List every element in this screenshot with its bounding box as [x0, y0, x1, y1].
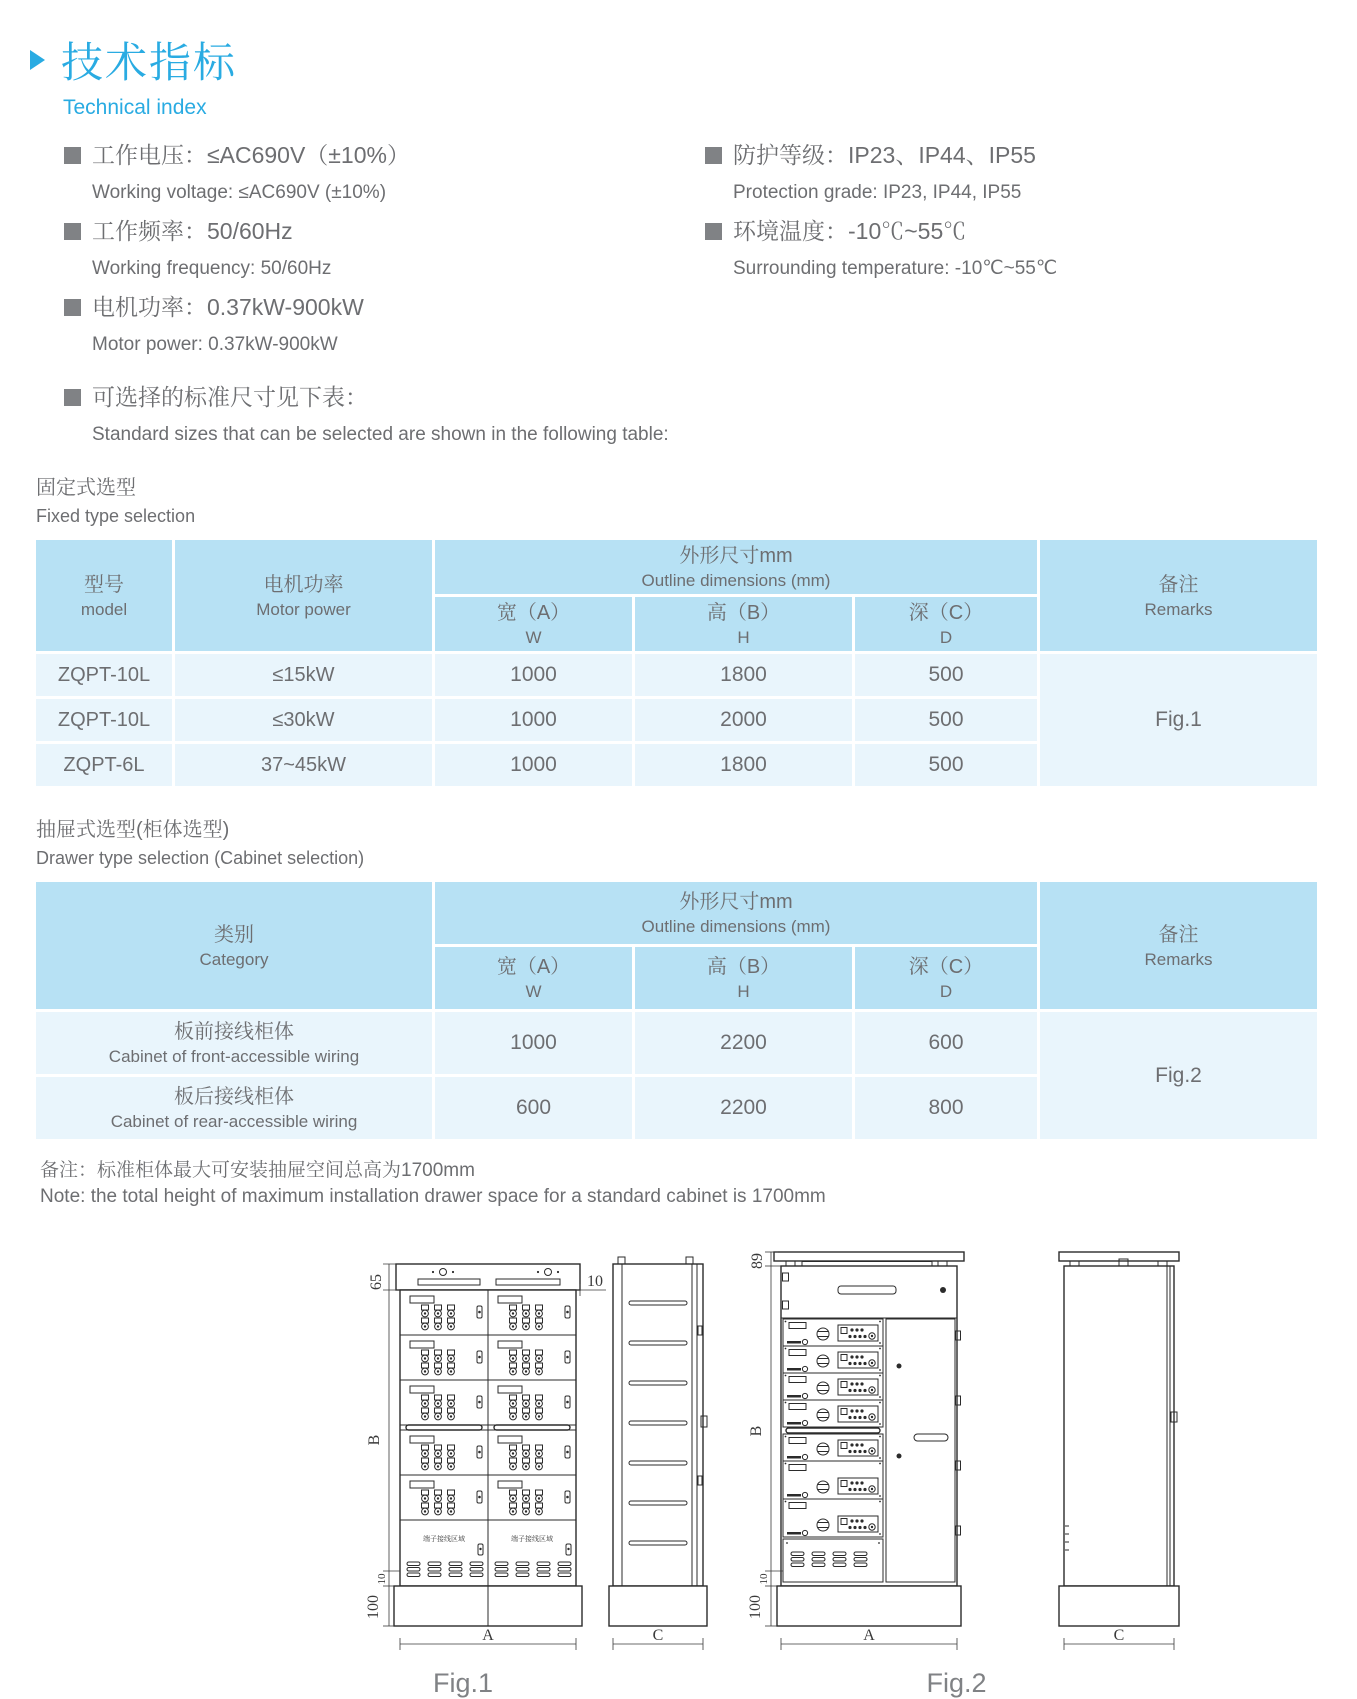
header-zh: 高（B） — [706, 602, 781, 625]
spec-en-text: Motor power: 0.37kW-900kW — [92, 334, 338, 355]
height-cell: 2200 — [635, 1012, 852, 1074]
header-en: model — [80, 599, 128, 619]
depth-cell: 800 — [855, 1077, 1037, 1139]
spec-en-text: Protection grade: IP23, IP44, IP55 — [733, 182, 1022, 203]
terminal-area-label: 端子接线区域 — [511, 1536, 553, 1544]
fig1-caption: Fig.1 — [432, 1668, 494, 1699]
remarks-header-cell — [1040, 540, 1317, 651]
depth-cell: 600 — [855, 1012, 1037, 1074]
spec-zh-text: 可选择的标准尺寸见下表： — [92, 384, 368, 410]
width-cell: 1000 — [435, 744, 632, 786]
header-zh: 深（C） — [908, 602, 984, 625]
header-en: Category — [199, 949, 269, 969]
dim-label-10: 10 — [376, 1573, 388, 1585]
dim-label-100: 100 — [747, 1595, 764, 1620]
header-en: W — [525, 628, 542, 648]
cabinet-base — [1059, 1586, 1179, 1626]
fig2-drawing — [734, 1226, 1179, 1660]
height-header-cell — [635, 947, 852, 1009]
height-cell: 1800 — [635, 654, 852, 696]
category-cell — [36, 1077, 432, 1139]
header-zh: 备注 — [1158, 923, 1199, 946]
dimensions-header-cell — [435, 540, 1037, 594]
fig1-front-view — [394, 1264, 582, 1626]
figure-1 — [348, 1226, 708, 1699]
drawer-table-title-zh: 抽屉式选型(柜体选型) — [36, 819, 230, 842]
spec-column-left — [64, 140, 705, 368]
section-arrow-icon — [30, 50, 45, 70]
cabinet-base — [609, 1586, 707, 1626]
category-en: Cabinet of front-accessible wiring — [108, 1047, 360, 1067]
drawer-type-table — [33, 879, 1320, 1142]
power-cell: ≤15kW — [175, 654, 432, 696]
width-cell: 1000 — [435, 699, 632, 741]
height-header-cell — [635, 597, 852, 651]
header-zh: 宽（A） — [496, 956, 571, 979]
category-cell — [36, 1012, 432, 1074]
width-cell: 1000 — [435, 654, 632, 696]
header-en: Outline dimensions (mm) — [641, 571, 831, 590]
header-en: Remarks — [1144, 599, 1213, 619]
header-zh: 外形尺寸mm — [679, 891, 793, 914]
dim-label-10: 10 — [587, 1273, 603, 1291]
dim-label-B: B — [748, 1425, 765, 1437]
width-header-cell — [435, 947, 632, 1009]
header-en: Outline dimensions (mm) — [641, 917, 831, 937]
page-subtitle: Technical index — [63, 96, 207, 119]
spec-table-intro — [64, 382, 1357, 447]
spec-zh-text: 工作频率：50/60Hz — [92, 218, 293, 244]
table-row — [36, 654, 1317, 696]
height-cell: 1800 — [635, 744, 852, 786]
figure-2 — [734, 1226, 1179, 1699]
dimensions-header-cell — [435, 882, 1037, 944]
drawer-handle-bar — [786, 1428, 880, 1433]
spec-en-text: Working frequency: 50/60Hz — [92, 258, 332, 279]
fig1-side-view — [609, 1257, 707, 1626]
figures-area — [348, 1226, 1357, 1699]
square-bullet-icon — [705, 223, 722, 240]
spec-column-right — [705, 140, 1357, 368]
spec-en-text: Standard sizes that can be selected are shown in the following table: — [92, 424, 669, 445]
width-header-cell — [435, 597, 632, 651]
table-row — [36, 1012, 1317, 1074]
dim-label-89: 89 — [749, 1253, 766, 1270]
spec-zh-text: 电机功率：0.37kW-900kW — [92, 294, 364, 320]
header-en: H — [737, 628, 750, 648]
footnote-zh: 备注：标准柜体最大可安装抽屉空间总高为1700mm — [40, 1160, 475, 1182]
footnote-en: Note: the total height of maximum installation drawer space for a standard cabinet is 1700mm — [40, 1186, 826, 1208]
power-cell: ≤30kW — [175, 699, 432, 741]
dim-label-10: 10 — [758, 1573, 770, 1585]
category-header-cell — [36, 882, 432, 1009]
spec-zh-text: 环境温度：-10℃~55℃ — [733, 218, 967, 244]
dim-label-A: A — [482, 1627, 494, 1645]
header-zh: 型号 — [84, 573, 124, 596]
height-cell: 2200 — [635, 1077, 852, 1139]
drawer-table-title-en: Drawer type selection (Cabinet selection) — [36, 848, 365, 869]
square-bullet-icon — [64, 299, 81, 316]
dim-label-B: B — [366, 1434, 383, 1446]
spec-en-text: Working voltage: ≤AC690V (±10%) — [92, 182, 387, 203]
header-zh: 深（C） — [908, 956, 984, 979]
category-zh: 板后接线柜体 — [174, 1086, 294, 1109]
header-en: D — [939, 982, 953, 1002]
fixed-table-title-en: Fixed type selection — [36, 506, 196, 526]
fixed-type-table — [33, 537, 1320, 789]
spec-motor-power — [64, 292, 705, 357]
fig2-front-view — [774, 1252, 964, 1626]
width-cell: 600 — [435, 1077, 632, 1139]
header-en: W — [525, 982, 542, 1002]
drawer-handle-bar — [406, 1425, 482, 1430]
power-cell: 37~45kW — [175, 744, 432, 786]
model-cell: ZQPT-10L — [36, 654, 172, 696]
spec-en-text: Surrounding temperature: -10℃~55℃ — [733, 258, 1058, 279]
dim-label-C: C — [652, 1627, 664, 1645]
drawer-handle-bar — [494, 1425, 570, 1430]
depth-header-cell — [855, 597, 1037, 651]
width-cell: 1000 — [435, 1012, 632, 1074]
header-en: Remarks — [1144, 949, 1213, 969]
header-zh: 高（B） — [706, 956, 781, 979]
depth-cell: 500 — [855, 654, 1037, 696]
category-zh: 板前接线柜体 — [174, 1021, 294, 1044]
square-bullet-icon — [64, 223, 81, 240]
header-en: H — [737, 982, 750, 1002]
cabinet-top-cap — [774, 1252, 964, 1261]
header-zh: 外形尺寸mm — [679, 545, 793, 567]
header-zh: 宽（A） — [496, 602, 571, 625]
dim-label-65: 65 — [368, 1274, 385, 1291]
fig2-side-view — [1059, 1252, 1179, 1626]
spec-zh-text: 防护等级：IP23、IP44、IP55 — [733, 142, 1036, 168]
header-en: Motor power — [256, 599, 351, 619]
depth-cell: 500 — [855, 699, 1037, 741]
square-bullet-icon — [64, 147, 81, 164]
depth-cell: 500 — [855, 744, 1037, 786]
depth-header-cell — [855, 947, 1037, 1009]
footnote — [40, 1158, 1357, 1210]
dim-label-C: C — [1113, 1627, 1125, 1645]
model-cell: ZQPT-6L — [36, 744, 172, 786]
spec-surrounding-temperature — [705, 216, 1357, 281]
header-zh: 类别 — [214, 923, 254, 946]
terminal-area-label: 端子接线区域 — [423, 1536, 465, 1544]
remarks-cell: Fig.2 — [1040, 1012, 1317, 1139]
header-zh: 备注 — [1158, 573, 1199, 596]
square-bullet-icon — [64, 389, 81, 406]
header-en: D — [939, 628, 953, 648]
model-header-cell — [36, 540, 172, 651]
spec-zh-text: 工作电压：≤AC690V（±10%） — [92, 142, 410, 168]
spec-protection-grade — [705, 140, 1357, 205]
spec-working-voltage — [64, 140, 705, 205]
dim-label-100: 100 — [365, 1595, 382, 1620]
height-cell: 2000 — [635, 699, 852, 741]
fig1-drawing — [348, 1226, 708, 1660]
fixed-table-title-zh: 固定式选型 — [36, 477, 136, 499]
cabinet-base — [777, 1586, 961, 1626]
spec-working-frequency — [64, 216, 705, 281]
power-header-cell — [175, 540, 432, 651]
page-title: 技术指标 — [61, 39, 238, 86]
square-bullet-icon — [705, 147, 722, 164]
remarks-header-cell — [1040, 882, 1317, 1009]
remarks-cell: Fig.1 — [1040, 654, 1317, 786]
fig2-caption: Fig.2 — [926, 1668, 987, 1699]
header — [0, 0, 1357, 120]
spec-list — [64, 140, 1357, 447]
dim-label-A: A — [863, 1627, 875, 1645]
category-en: Cabinet of rear-accessible wiring — [110, 1112, 358, 1132]
model-cell: ZQPT-10L — [36, 699, 172, 741]
header-zh: 电机功率 — [263, 573, 344, 596]
